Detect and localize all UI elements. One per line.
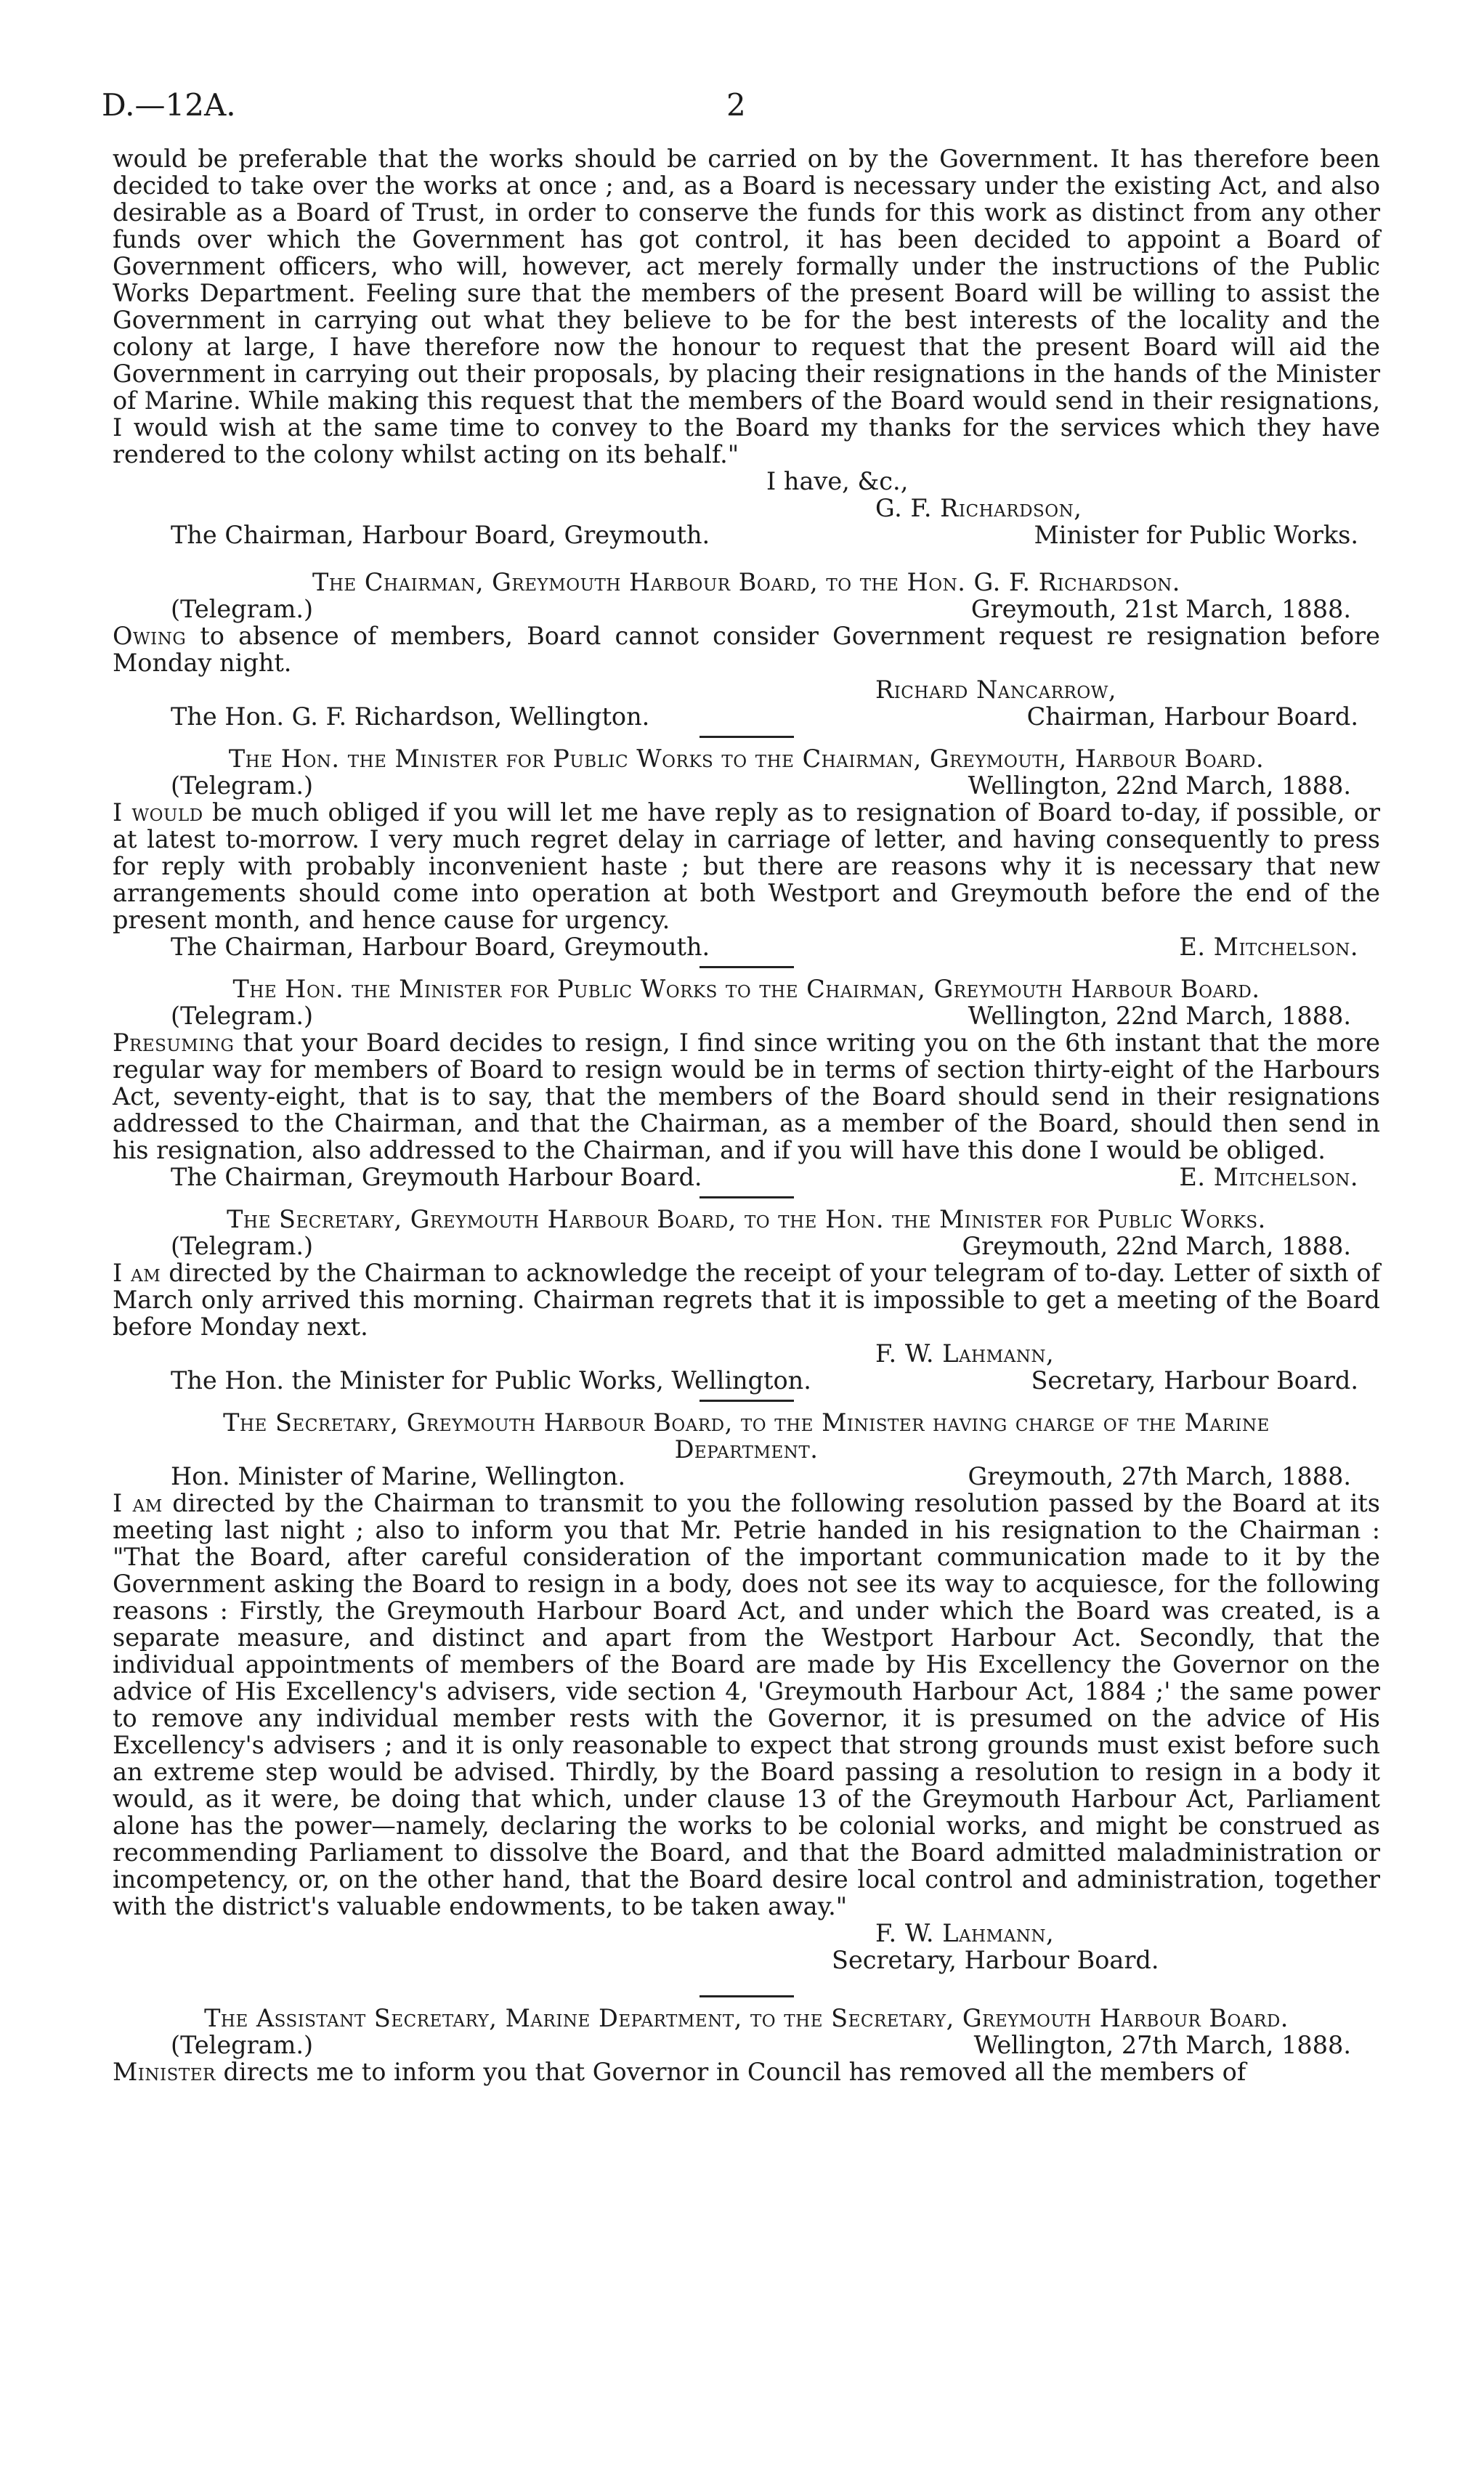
letter-body: directs me to inform you that Governor in Council has removed all the members of	[223, 2058, 1246, 2086]
telegram-label: (Telegram.)	[171, 1232, 314, 1260]
signature: Richard Nancarrow,	[875, 675, 1117, 704]
telegram-label: (Telegram.)	[171, 2031, 314, 2059]
section-divider	[700, 1196, 794, 1198]
signatory-title: Secretary, Harbour Board.	[1031, 1366, 1358, 1395]
section-divider	[700, 1995, 794, 1997]
letter-continuation-paragraph: would be preferable that the works should be carried on by the Government. It has therefore been decided to take over the works at once ; and, as a Board is necessary under the existing Act, and also desirable as a Board of Trust, in order to conserve the funds for this work as distinct from any other funds over which the Government has got control, it has been decided to appoint a Board of Government officers, who will, however, act merely formally under the instructions of the Public Works Department. Feeling sure that the members of the present Board will be willing to assist the Government in carrying out what they believe to be for the best interests of the locality and the colony at large, I have therefore now the honour to request that the present Board will aid the Government in carrying out their proposals, by placing their resignations in the hands of the Minister of Marine. While making this request that the members of the Board would send in their resignations, I would wish at the same time to convey to the Board my thanks for the services which they have rendered to the colony whilst acting on its behalf."	[113, 145, 1380, 468]
telegram-label: (Telegram.)	[171, 595, 314, 623]
place-date: Greymouth, 21st March, 1888.	[970, 595, 1351, 623]
place-date: Wellington, 22nd March, 1888.	[968, 771, 1351, 800]
section-divider	[700, 736, 794, 738]
addressee: Hon. Minister of Marine, Wellington.	[171, 1462, 626, 1490]
letter-body: directed by the Chairman to transmit to you the following resolution passed by the Board at its meeting last night ; also to inform you that Mr. Petrie handed in his resignation to the Chairman : "That the Board, after careful consideration of the important communication made to it by the Government asking the Board to resign in a body, does not see its way to acquiesce, for the following reasons : Firstly, the Greymouth Harbour Board Act, and under which the Board was created, is a separate measure, and distinct and apart from the Westport Harbour Act. Secondly, that the individual appointments of members of the Board are made by His Excellency the Governor on the advice of His Excellency's advisers, vide section 4, 'Greymouth Harbour Act, 1884 ;' the same power to remove any individual member rests with the Governor, it is presumed on the advice of His Excellency's advisers ; and it is only reasonable to expect that strong grounds must exist before such an extreme step would be advised. Thirdly, by the Board passing a resolution to resign in a body it would, as it were, be doing that which, under clause 13 of the Greymouth Harbour Act, Parliament alone has the power—namely, declaring the works to be colonial works, and might be construed as recommending Parliament to dissolve the Board, and that the Board admitted maladministration or incompetency, or, on the other hand, that the Board desire local control and administration, together with the district's valuable endowments, to be taken away."	[113, 1489, 1380, 1920]
letter-heading-continued: Department.	[674, 1435, 819, 1464]
letter-heading: The Assistant Secretary, Marine Department, to the Secretary, Greymouth Harbour Board.	[204, 2004, 1289, 2032]
signatory-title: Secretary, Harbour Board.	[832, 1946, 1159, 1974]
section-divider	[700, 966, 794, 968]
page-header	[0, 87, 1484, 131]
letter-heading: The Hon. the Minister for Public Works to the Chairman, Greymouth Harbour Board.	[232, 975, 1260, 1003]
letter-heading: The Chairman, Greymouth Harbour Board, to the Hon. G. F. Richardson.	[312, 568, 1180, 596]
signatory-title: Chairman, Harbour Board.	[1026, 702, 1358, 731]
signature: E. Mitchelson.	[1179, 933, 1358, 961]
place-date: Wellington, 27th March, 1888.	[973, 2031, 1351, 2059]
telegram-label: (Telegram.)	[171, 771, 314, 800]
addressee: The Hon. the Minister for Public Works, Wellington.	[171, 1366, 811, 1395]
signature: F. W. Lahmann,	[875, 1339, 1055, 1368]
letter-body: that your Board decides to resign, I find since writing you on the 6th instant that the more regular way for members of Board to resign would be in terms of section thirty-eight of the Harbours Act, seventy-eight, that is to say, that the members of the Board should send in their resignations addressed to the Chairman, and that the Chairman, as a member of the Board, should then send in his resignation, also addressed to the Chairman, and if you will have this done I would be obliged.	[113, 1028, 1381, 1164]
opening-word: I am	[113, 1259, 161, 1287]
letter-body: be much obliged if you will let me have reply as to resignation of Board to-day, if possible, or at latest to-morrow. I very much regret delay in carriage of letter, and having consequently to press for reply with probably inconvenient haste ; but there are reasons why it is necessary that new arrangements should come into operation at both Westport and Greymouth before the end of the present month, and hence cause for urgency.	[113, 798, 1380, 934]
place-date: Greymouth, 27th March, 1888.	[968, 1462, 1351, 1490]
page-number: 2	[726, 87, 746, 123]
section-divider	[700, 1400, 794, 1402]
letter-heading: The Hon. the Minister for Public Works to the Chairman, Greymouth, Harbour Board.	[228, 744, 1265, 773]
letter-body: directed by the Chairman to acknowledge the receipt of your telegram of to-day. Letter of sixth of March only arrived this morning. Chairman regrets that it is impossible to get a meeting of the Board before Monday next.	[113, 1259, 1380, 1341]
opening-word: Minister	[113, 2058, 216, 2086]
signature: E. Mitchelson.	[1179, 1163, 1358, 1191]
letter-body: to absence of members, Board cannot consider Government request re resignation before Monday night.	[113, 622, 1380, 677]
place-date: Greymouth, 22nd March, 1888.	[962, 1232, 1351, 1260]
signature: G. F. Richardson,	[875, 494, 1082, 522]
document-code: D.—12A.	[102, 87, 236, 123]
opening-word: Owing	[113, 622, 187, 650]
signatory-title: Minister for Public Works.	[1034, 521, 1358, 549]
addressee: The Chairman, Harbour Board, Greymouth.	[171, 933, 710, 961]
place-date: Wellington, 22nd March, 1888.	[968, 1002, 1351, 1030]
opening-word: I would	[113, 798, 203, 827]
addressee: The Hon. G. F. Richardson, Wellington.	[171, 702, 650, 731]
opening-word: Presuming	[113, 1028, 235, 1057]
letter-heading: The Secretary, Greymouth Harbour Board, to the Hon. the Minister for Public Works.	[227, 1205, 1266, 1233]
letter-heading: The Secretary, Greymouth Harbour Board, to the Minister having charge of the Marine	[223, 1408, 1270, 1437]
signature: F. W. Lahmann,	[875, 1919, 1055, 1947]
document-body	[113, 145, 1380, 2085]
closing-phrase: I have, &c.,	[766, 467, 909, 495]
addressee: The Chairman, Harbour Board, Greymouth.	[171, 521, 710, 549]
telegram-label: (Telegram.)	[171, 1002, 314, 1030]
addressee: The Chairman, Greymouth Harbour Board.	[171, 1163, 702, 1191]
opening-word: I am	[113, 1489, 163, 1517]
